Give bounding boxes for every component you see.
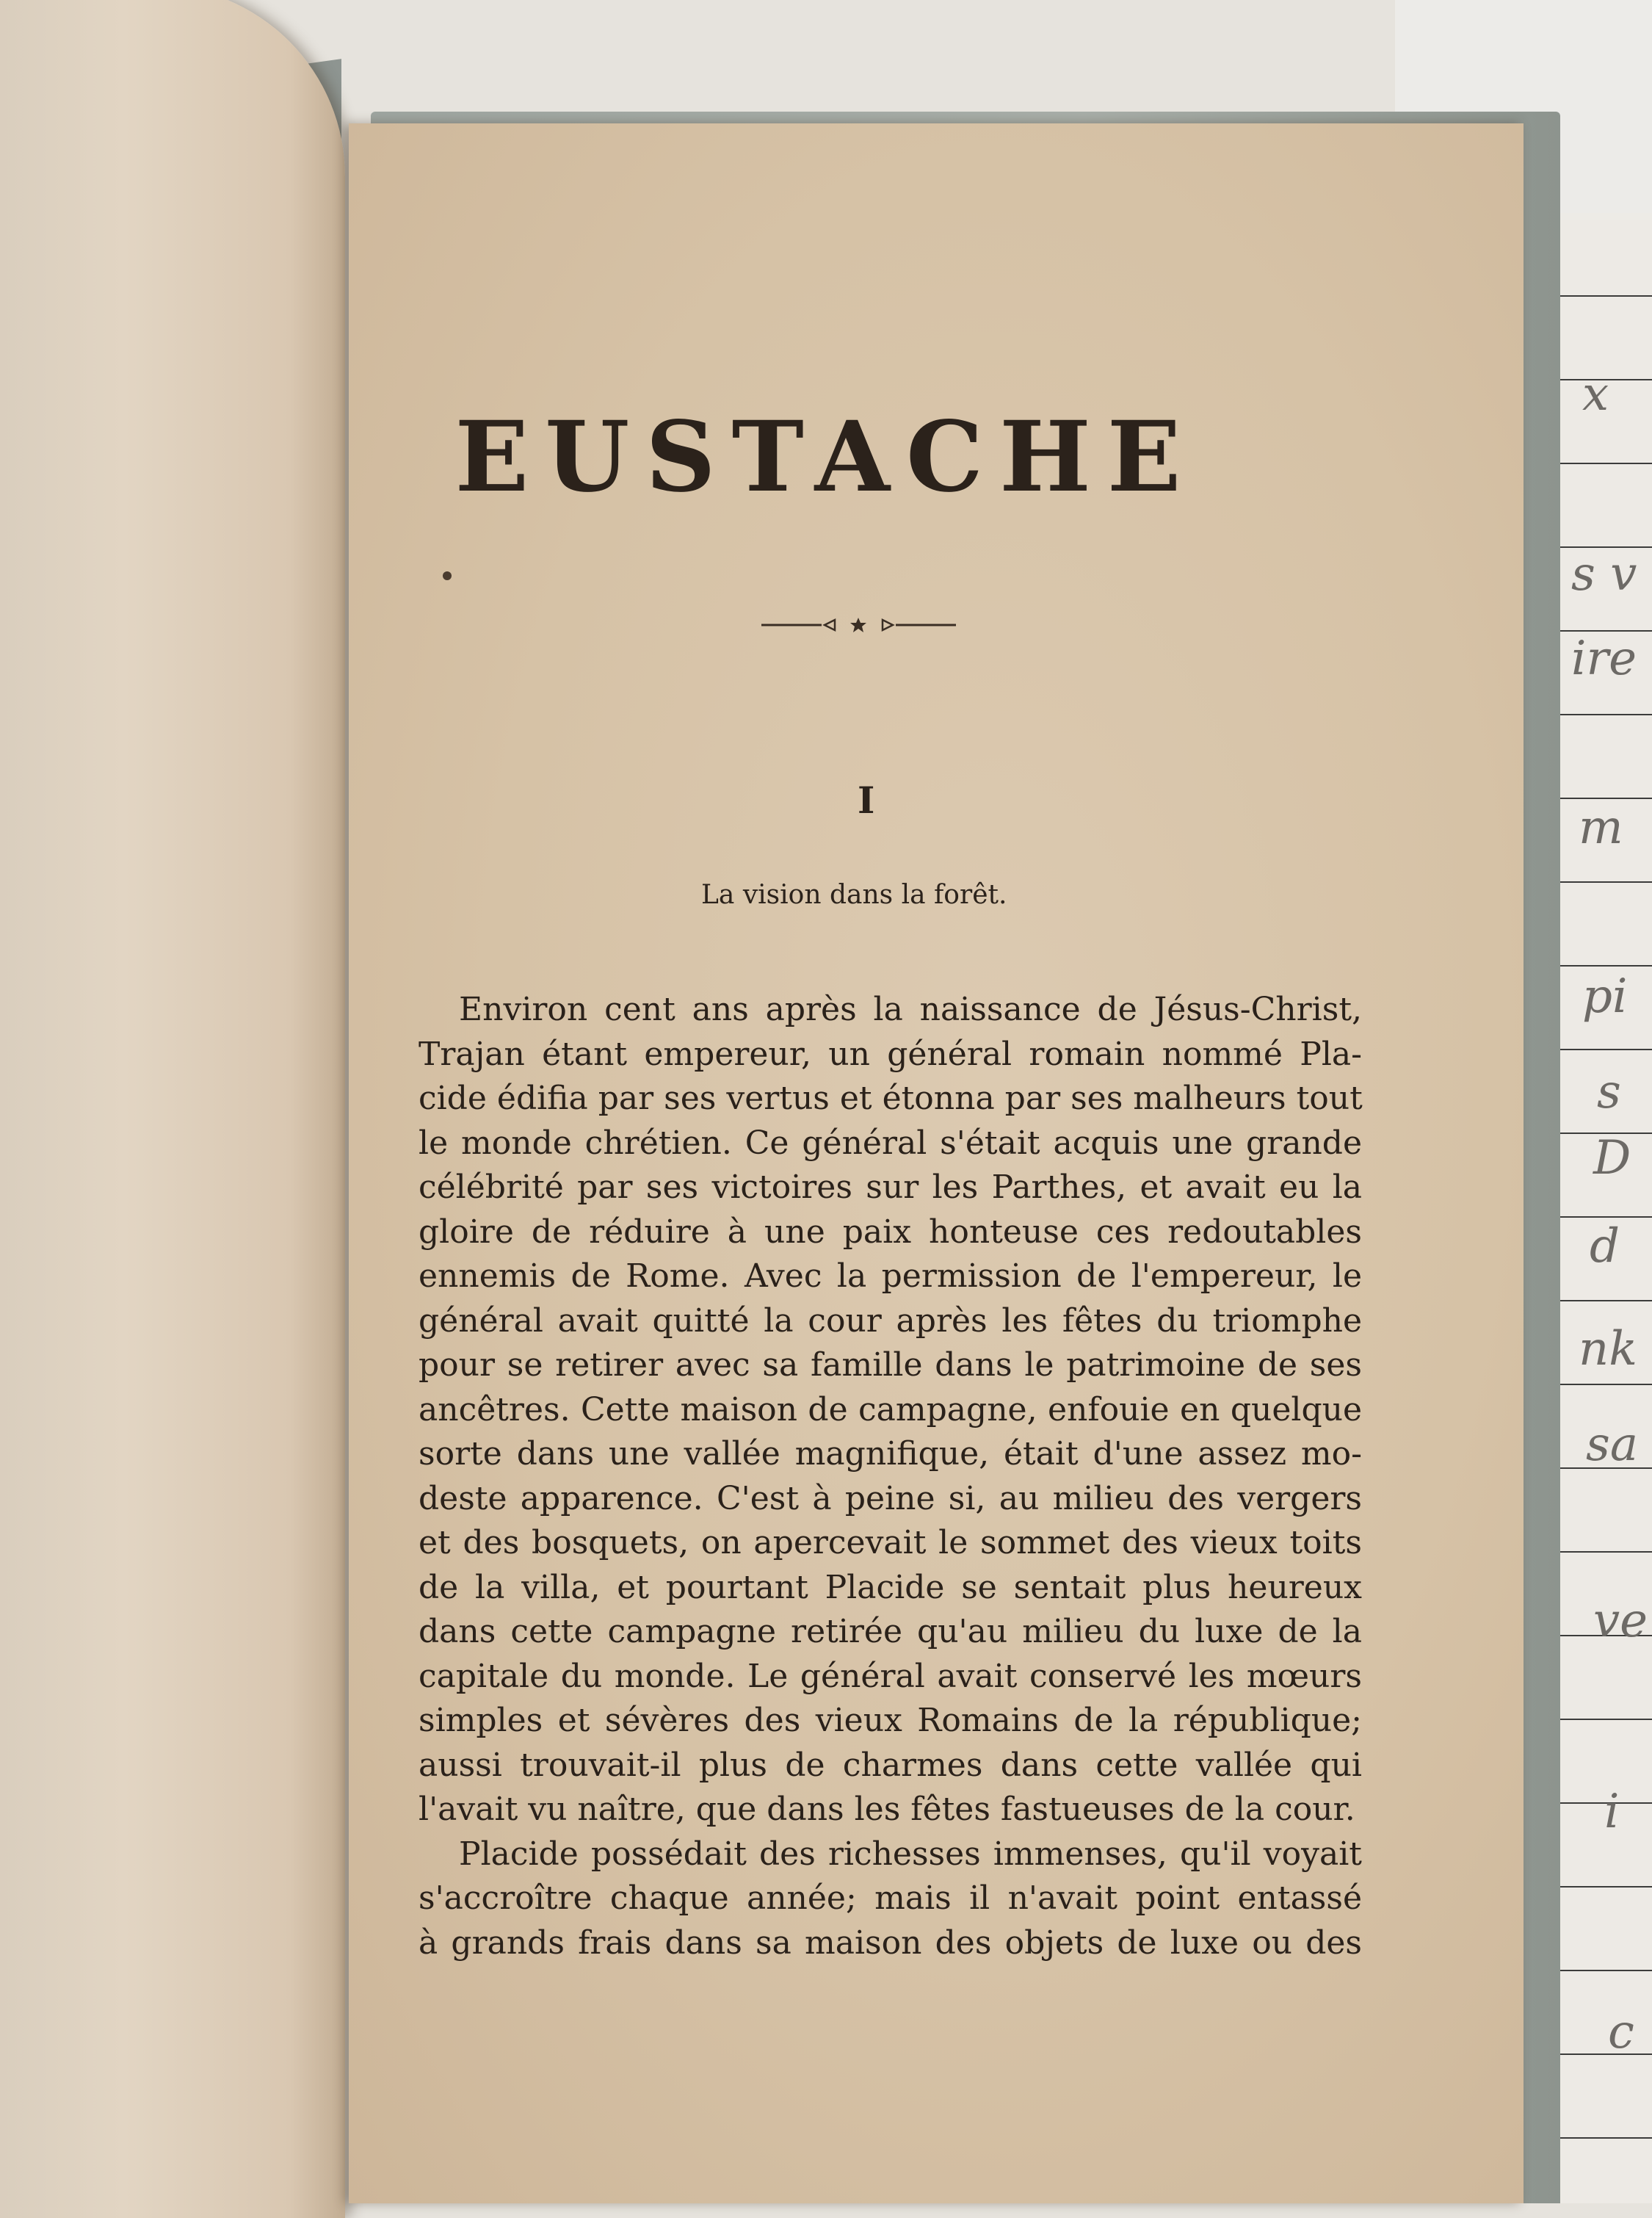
text-line: capitale du monde. Le général avait conservé les mœurs bbox=[419, 1657, 1362, 1695]
text-line: à grands frais dans sa maison des objets de luxe ou des bbox=[419, 1923, 1362, 1962]
handwriting-fragment: c bbox=[1608, 2005, 1634, 2059]
text-line: dans cette campagne retirée qu'au milieu du luxe de la bbox=[419, 1613, 1362, 1650]
text-line: Environ cent ans après la naissance de Jésus-Christ, bbox=[459, 991, 1362, 1028]
text-line: célébrité par ses victoires sur les Parthes, et avait eu la bbox=[419, 1168, 1362, 1206]
handwriting-fragment: nk bbox=[1579, 1322, 1637, 1376]
text-line: cide édifia par ses vertus et étonna par ses malheurs tout bbox=[419, 1080, 1363, 1117]
handwriting-fragment: ve bbox=[1593, 1594, 1648, 1648]
chapter-subtitle: La vision dans la forêt. bbox=[701, 880, 1007, 910]
handwriting-fragment: s bbox=[1597, 1065, 1621, 1119]
text-line: s'accroître chaque année; mais il n'avait point entassé bbox=[419, 1879, 1362, 1917]
text-line: Trajan étant empereur, un général romain nommé Pla- bbox=[419, 1035, 1362, 1073]
text-line: pour se retirer avec sa famille dans le patrimoine de ses bbox=[419, 1346, 1362, 1384]
handwriting-fragment: m bbox=[1579, 801, 1623, 855]
handwriting-fragment: i bbox=[1604, 1785, 1620, 1839]
handwriting-fragment: ire bbox=[1571, 632, 1637, 686]
handwriting-fragment: s v bbox=[1571, 547, 1637, 602]
text-line: le monde chrétien. Ce général s'était acquis une grande bbox=[419, 1124, 1362, 1162]
text-line: l'avait vu naître, que dans les fêtes fastueuses de la cour. bbox=[419, 1791, 1355, 1828]
handwriting-fragment: sa bbox=[1586, 1417, 1638, 1472]
text-line: et des bosquets, on apercevait le sommet des vieux toits bbox=[419, 1524, 1362, 1561]
text-line: de la villa, et pourtant Placide se sentait plus heureux bbox=[419, 1568, 1362, 1606]
left-page bbox=[0, 0, 345, 2218]
text-line: Placide possédait des richesses immenses, qu'il voyait bbox=[459, 1835, 1362, 1873]
text-line: sorte dans une vallée magnifique, était d'une assez mo- bbox=[419, 1435, 1362, 1473]
handwriting-fragment: x bbox=[1582, 367, 1609, 422]
handwriting-fragment: d bbox=[1590, 1219, 1620, 1274]
text-line: ancêtres. Cette maison de campagne, enfouie en quelque bbox=[419, 1390, 1362, 1428]
text-line: aussi trouvait-il plus de charmes dans cette vallée qui bbox=[419, 1746, 1362, 1784]
text-line: simples et sévères des vieux Romains de la république; bbox=[419, 1702, 1362, 1739]
handwriting-fragment: D bbox=[1593, 1131, 1631, 1185]
chapter-number: I bbox=[858, 779, 875, 822]
text-line: deste apparence. C'est à peine si, au milieu des vergers bbox=[419, 1479, 1362, 1517]
text-line: gloire de réduire à une paix honteuse ces redoutables bbox=[419, 1213, 1362, 1251]
handwriting-fragment: pi bbox=[1582, 969, 1628, 1024]
ornament-divider bbox=[761, 615, 956, 635]
text-line: général avait quitté la cour après les fêtes du triomphe bbox=[419, 1301, 1362, 1340]
book-title: EUSTACHE bbox=[454, 400, 1198, 514]
text-line: ennemis de Rome. Avec la permission de l'empereur, le bbox=[419, 1257, 1362, 1295]
ink-spot bbox=[443, 571, 452, 580]
body-text bbox=[419, 988, 1362, 1965]
